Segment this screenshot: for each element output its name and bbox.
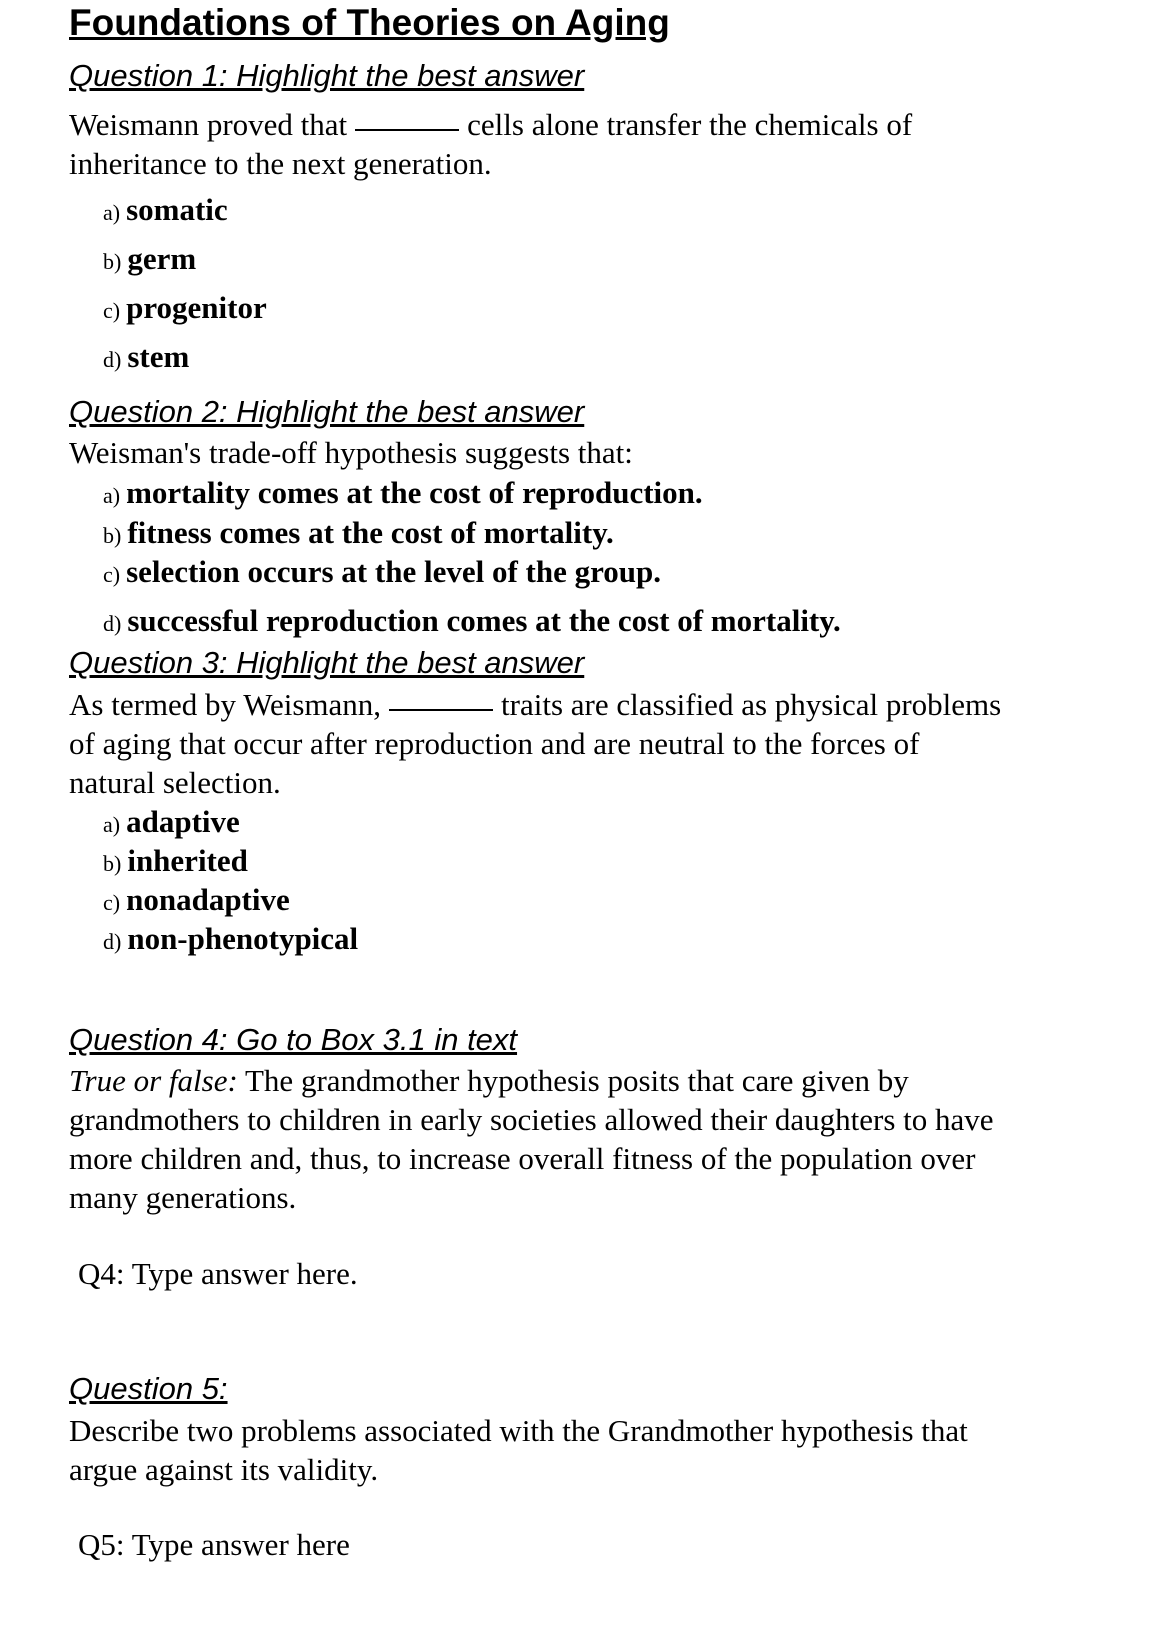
q4-answer-field[interactable]: Q4: Type answer here. — [78, 1256, 358, 1291]
q2-prompt: Weisman's trade-off hypothesis suggests that: — [69, 435, 633, 470]
q3-option-d[interactable] — [103, 919, 358, 965]
q1-heading: Question 1: Highlight the best answer — [69, 58, 585, 93]
q1-option-b[interactable] — [103, 239, 196, 285]
q4-text-line3: more children and, thus, to increase overall fitness of the population over — [69, 1141, 976, 1176]
q1-text-before: Weismann proved that — [69, 107, 348, 142]
q3-text-line2: of aging that occur after reproduction and are neutral to the forces of — [69, 726, 920, 761]
q2-heading: Question 2: Highlight the best answer — [69, 394, 585, 429]
q2-option-d[interactable] — [103, 601, 841, 647]
option-text: fitness comes at the cost of mortality. — [127, 515, 614, 550]
option-letter: c) — [103, 298, 121, 323]
option-text: germ — [127, 241, 197, 276]
q3-heading: Question 3: Highlight the best answer — [69, 645, 585, 680]
q5-prompt — [69, 1411, 1119, 1489]
q4-heading: Question 4: Go to Box 3.1 in text — [69, 1022, 518, 1057]
q1-option-c[interactable] — [103, 288, 267, 334]
q1-blank — [355, 129, 459, 131]
option-letter: d) — [103, 347, 122, 372]
q2-option-c[interactable] — [103, 552, 661, 598]
option-text: stem — [127, 339, 190, 374]
q1-text-after: cells alone transfer the chemicals of — [467, 107, 913, 142]
option-text: non-phenotypical — [127, 921, 359, 956]
option-text: somatic — [126, 192, 228, 227]
q1-text-line2: inheritance to the next generation. — [69, 146, 492, 181]
option-text: nonadaptive — [126, 882, 290, 917]
option-letter: c) — [103, 890, 121, 915]
q5-text-line1: Describe two problems associated with the Grandmother hypothesis that — [69, 1413, 968, 1448]
q5-text-line2: argue against its validity. — [69, 1452, 379, 1487]
q3-text-line3: natural selection. — [69, 765, 281, 800]
option-letter: b) — [103, 851, 122, 876]
q3-blank — [389, 709, 493, 711]
option-letter: a) — [103, 812, 121, 837]
option-text: inherited — [127, 843, 248, 878]
q4-prefix: True or false: — [69, 1063, 238, 1098]
option-text: successful reproduction comes at the cost of mortality. — [127, 603, 841, 638]
q1-prompt — [69, 105, 1119, 183]
option-letter: b) — [103, 523, 122, 548]
option-text: selection occurs at the level of the group. — [126, 554, 662, 589]
option-letter: a) — [103, 483, 121, 508]
page-title: Foundations of Theories on Aging — [69, 2, 670, 43]
q5-answer-field[interactable]: Q5: Type answer here — [78, 1527, 350, 1562]
option-letter: a) — [103, 200, 121, 225]
q4-text-line2: grandmothers to children in early societies allowed their daughters to have — [69, 1102, 994, 1137]
option-text: progenitor — [126, 290, 267, 325]
q4-prompt — [69, 1061, 1119, 1217]
q4-text-line1: The grandmother hypothesis posits that care given by — [245, 1063, 909, 1098]
q3-prompt — [69, 685, 1119, 802]
option-letter: c) — [103, 562, 121, 587]
q5-heading: Question 5: — [69, 1371, 228, 1406]
q1-option-a[interactable] — [103, 190, 228, 236]
q3-text-before: As termed by Weismann, — [69, 687, 382, 722]
option-text: adaptive — [126, 804, 240, 839]
option-letter: b) — [103, 249, 122, 274]
option-letter: d) — [103, 611, 122, 636]
q4-text-line4: many generations. — [69, 1180, 297, 1215]
q1-option-d[interactable] — [103, 337, 189, 383]
option-letter: d) — [103, 929, 122, 954]
option-text: mortality comes at the cost of reproduction. — [126, 475, 703, 510]
q3-text-after: traits are classified as physical problems — [501, 687, 1002, 722]
